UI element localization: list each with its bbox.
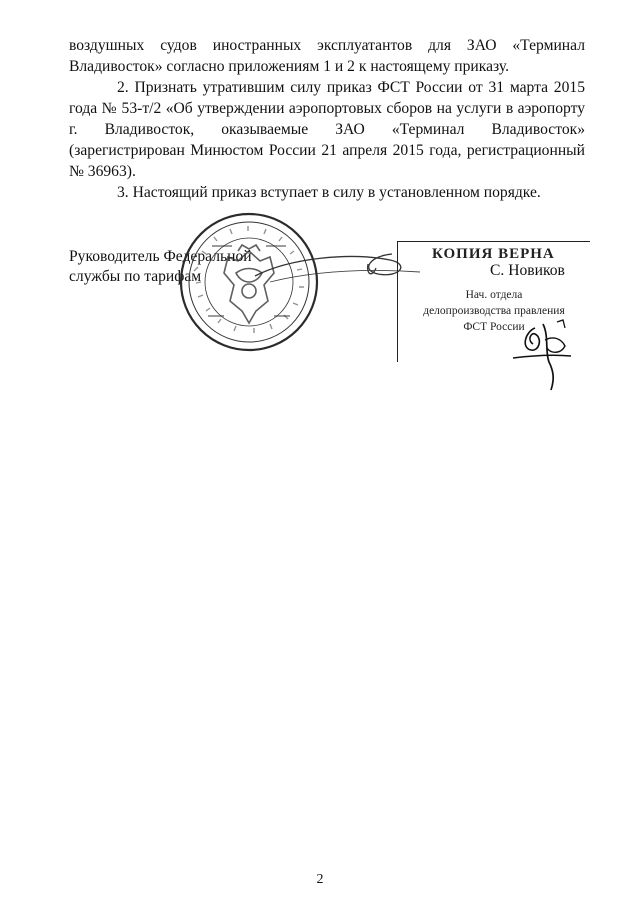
copy-stamp-title: КОПИЯ ВЕРНА [432,246,555,262]
copy-stamp-position: Нач. отдела [465,289,523,301]
signatory-title-line2: службы по тарифам [69,268,202,285]
page-number: 2 [316,872,324,887]
copy-stamp-department: делопроизводства правления [423,305,565,317]
copy-stamp-organization: ФСТ России [463,321,525,333]
handwritten-signature [505,318,575,394]
signatory-name: С. Новиков [490,262,565,279]
paragraph-item-2: 2. Признать утратившим силу приказ ФСТ России от 31 марта 2015 года № 53-т/2 «Об утверждении аэропортовых сборов на услуги в аэропорту г. Владивосток, оказываемые ЗАО «Терминал Владивосток» (зарегистрирован Минюстом России 21 апреля 2015 года, регистрационный № 36963). [69,79,585,180]
paragraph-item-3: 3. Настоящий приказ вступает в силу в установленном порядке. [117,184,541,201]
signatory-title-line1: Руководитель Федеральной [69,248,252,265]
document-body [69,35,585,203]
paragraph-continuation: воздушных судов иностранных эксплуатантов для ЗАО «Терминал Владивосток» согласно приложениям 1 и 2 к настоящему приказу. [69,37,585,75]
official-seal [178,211,320,353]
